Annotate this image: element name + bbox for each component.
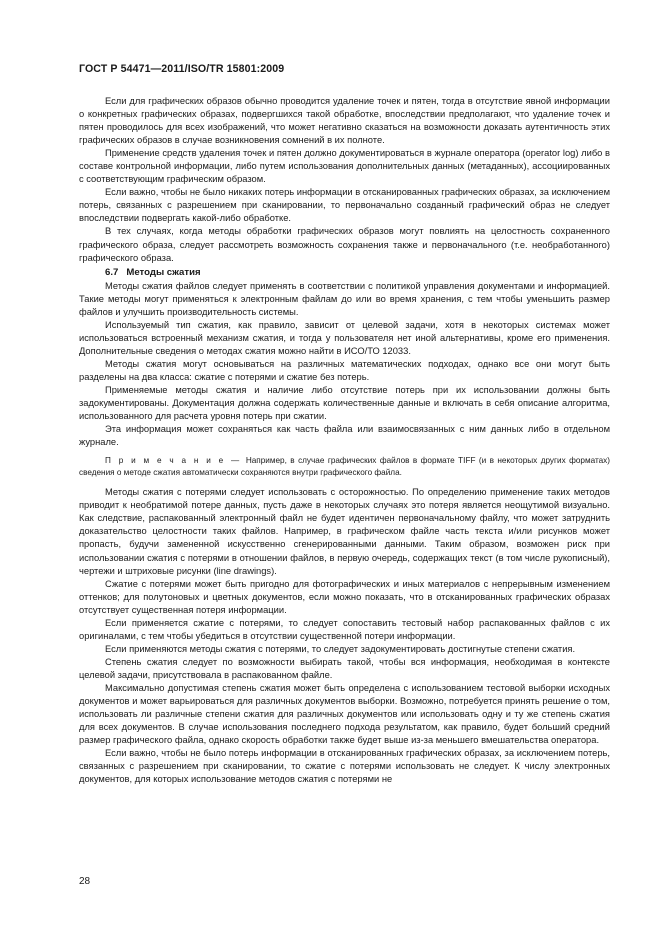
page-number: 28 [79,876,91,887]
note-label: П р и м е ч а н и е — [105,456,242,466]
paragraph: Используемый тип сжатия, как правило, зависит от целевой задачи, хотя в некоторых системах может использоваться встроенный механизм сжатия, и тогда у пользователя нет иной альтернативы, кроме его применения. Дополнительные сведения о методах сжатия можно найти в ИСО/ТО 12033. [79,319,610,356]
section-number: 6.7 [105,266,119,278]
paragraph: В тех случаях, когда методы обработки графических образов могут повлиять на целостность сохраненного графического образа, следует рассмотреть возможность сохранения также и первоначального (т.е. необработанного) графического образа. [79,226,610,263]
paragraph: Применяемые методы сжатия и наличие либо отсутствие потерь при их использовании должны быть задокументированы. Документация должна содержать количественные данные и включать в себя описание алгоритма, использованного для расчета уровня потерь при сжатии. [79,385,610,422]
paragraph: Если для графических образов обычно проводится удаление точек и пятен, тогда в отсутствие явной информации о конкретных графических образах, подвергшихся такой обработке, впоследствии предполагают, что удаление точек и пятен проводилось для всех изображений, что может негативно сказаться на возможности доказать аутентичность этих графических образов в случае возникновения сомнений в их полноте. [79,96,610,146]
paragraph: Если важно, чтобы не было потерь информации в отсканированных графических образах, за исключением потерь, связанных с разрешением при сканировании, то сжатие с потерями использовать не следует. К числу электронных документов, для которых использование методов сжатия с потерями не [79,748,610,785]
paragraph: Эта информация может сохраняться как часть файла или взаимосвязанных с ним данных либо в отдельном журнале. [79,424,610,448]
section-title: Методы сжатия [126,266,201,278]
paragraph: Степень сжатия следует по возможности выбирать такой, чтобы вся информация, необходимая в контексте целевой задачи, присутствовала в распакованном файле. [79,656,610,680]
paragraph: Методы сжатия могут основываться на различных математических подходах, однако все они могут быть разделены на два класса: сжатие с потерями и сжатие без потерь. [79,358,610,382]
note-text: Например, в случае графических файлов в формате TIFF (и в некоторых других форматах) сведения о методе сжатия автоматически сохраняются внутри графического файла. [79,456,610,478]
note [79,455,610,479]
document-body [79,95,610,786]
paragraph: Максимально допустимая степень сжатия может быть определена с использованием тестовой выборки исходных документов и может варьироваться для различных документов выборки. Возможно, потребуется принять решение о том, использовать ли различные степени сжатия для различных документов или использовать одну и ту же степень сжатия для всех документов. В случае использования последнего подхода результатом, как правило, будет больший средний размер графического файла, однако скорость обработки также будет выше из-за меньшего вмешательства оператора. [79,682,610,746]
paragraph: Сжатие с потерями может быть пригодно для фотографических и иных материалов с непрерывным изменением оттенков; для полутоновых и цветных документов, если можно показать, что в отсканированных графических образах отсутствует существенная потеря информации. [79,578,610,615]
paragraph: Применение средств удаления точек и пятен должно документироваться в журнале оператора (operator log) либо в составе контрольной информации, либо путем использования дополнительных данных (метаданных), ассоциированных с соответствующим графическим образом. [79,148,610,185]
paragraph: Если применяется сжатие с потерями, то следует сопоставить тестовый набор распакованных файлов с их оригиналами, с тем чтобы убедиться в отсутствии существенной потери информации. [79,617,610,641]
paragraph: Если важно, чтобы не было никаких потерь информации в отсканированных графических образах, за исключением потерь, связанных с разрешением при сканировании, то первоначально созданный графический образ не следует впоследствии подвергать какой-либо обработке. [79,187,610,224]
paragraph: Если применяются методы сжатия с потерями, то следует задокументировать достигнутые степени сжатия. [105,643,576,654]
section-heading [79,266,610,279]
paragraph: Методы сжатия с потерями следует использовать с осторожностью. По определению применение таких методов приводит к необратимой потере данных, пусть даже в некоторых случаях это потеря является неощутимой визуально. Как следствие, распакованный электронный файл не будет идентичен первоначальному файлу, что может затруднить доказательство целостности таких файлов. Например, в графическом файле часть текста и/или рисунков может пропасть, будучи замененной искусственно сгенерированными данными. Таким образом, возможен риск при использовании сжатия с потерями в отношении файлов, в первую очередь, содержащих текст (в том числе рукописный), чертежи и штриховые рисунки (line drawings). [79,487,610,576]
document-header: ГОСТ Р 54471—2011/ISO/TR 15801:2009 [79,63,285,75]
paragraph: Методы сжатия файлов следует применять в соответствии с политикой управления документами и информацией. Такие методы могут применяться к электронным файлам до или во время хранения, с тем чтобы уменьшить размер файлов и улучшить производительность системы. [79,280,610,317]
